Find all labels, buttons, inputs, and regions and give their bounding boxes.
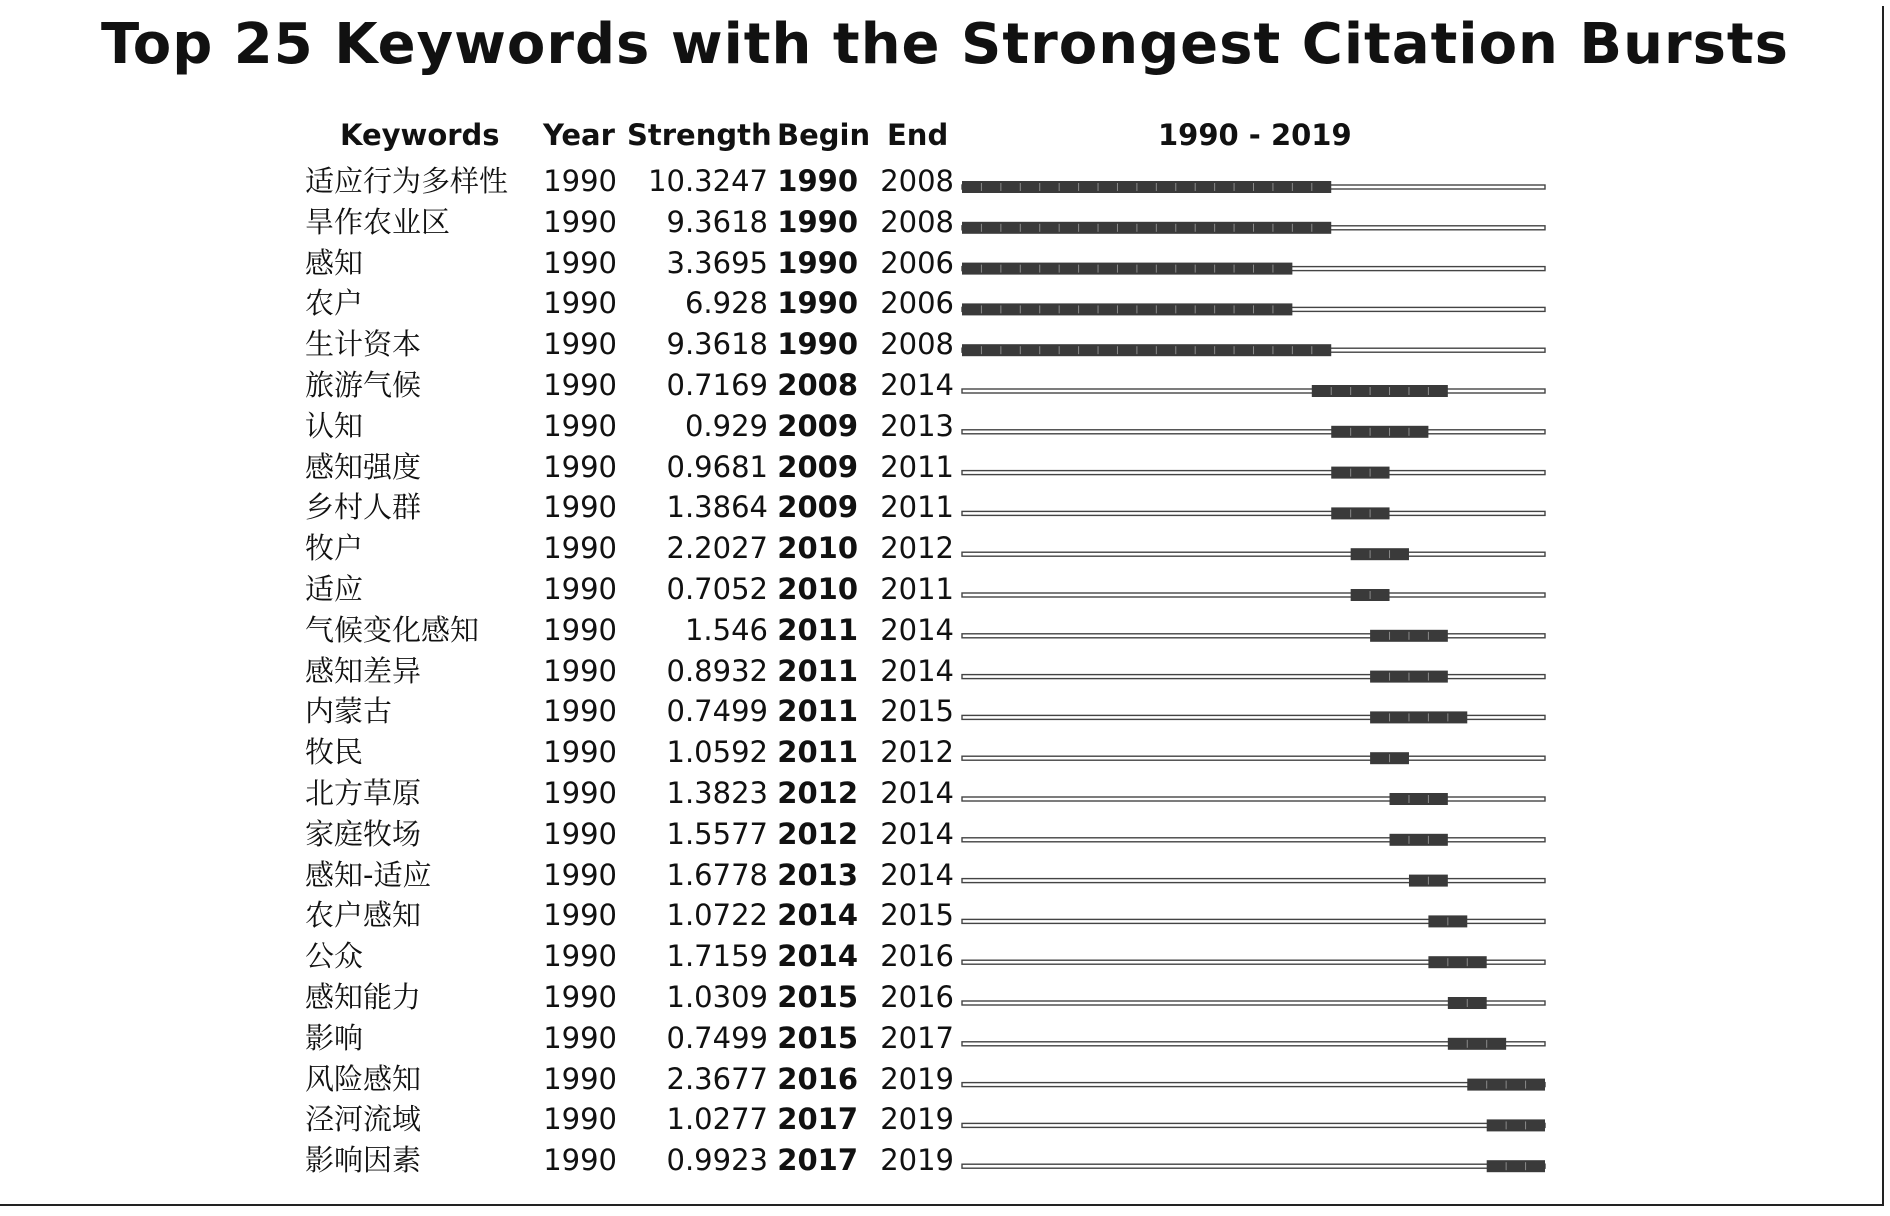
begin-cell: 2009 [777,490,858,525]
end-cell: 2013 [880,408,954,443]
strength-cell: 0.7499 [666,1020,768,1055]
begin-cell: 2008 [777,368,858,402]
burst-bar [962,344,1331,356]
end-cell: 2015 [880,898,954,933]
keyword-cell: 感知差异 [305,653,422,688]
begin-cell: 2009 [777,449,858,484]
keyword-cell: 感知能力 [305,980,422,1014]
burst-bar [1331,507,1389,519]
chart-title: Top 25 Keywords with the Strongest Citation Bursts [100,12,1790,77]
year-cell: 1990 [543,653,617,688]
begin-cell: 2011 [777,735,858,770]
begin-cell: 2012 [777,776,858,810]
begin-cell: 2015 [777,1020,858,1055]
timeline-line [962,756,1545,760]
burst-bar [1390,834,1448,846]
strength-cell: 1.5577 [666,816,768,851]
end-cell: 2012 [880,735,954,770]
end-cell: 2011 [880,449,954,484]
timeline-line [962,593,1545,597]
begin-cell: 2012 [777,816,858,851]
begin-cell: 1990 [777,164,858,198]
end-cell: 2016 [880,939,954,974]
timeline-line [962,838,1545,842]
keyword-cell: 适应 [305,572,364,606]
keyword-cell: 旱作农业区 [305,204,451,239]
year-cell: 1990 [543,490,617,525]
strength-cell: 0.7499 [666,694,768,729]
timeline-line [962,1083,1545,1087]
end-cell: 2008 [880,164,954,198]
begin-cell: 2017 [777,1102,858,1137]
keyword-cell: 适应行为多样性 [305,164,509,198]
keyword-cell: 风险感知 [305,1061,422,1096]
end-cell: 2016 [880,980,954,1014]
keyword-cell: 家庭牧场 [305,816,422,851]
year-cell: 1990 [543,898,617,933]
end-cell: 2015 [880,694,954,729]
burst-bar [962,181,1331,193]
keyword-cell: 牧民 [305,735,364,770]
begin-cell: 2014 [777,939,858,974]
strength-cell: 0.7169 [666,368,768,402]
keyword-cell: 泾河流域 [305,1102,422,1137]
begin-cell: 1990 [777,327,858,362]
timeline-line [962,511,1545,515]
strength-cell: 10.3247 [648,164,768,198]
end-cell: 2019 [880,1143,954,1178]
keyword-cell: 农户感知 [305,898,422,933]
year-cell: 1990 [543,204,617,239]
keyword-cell: 气候变化感知 [305,612,480,647]
begin-cell: 2009 [777,408,858,443]
year-cell: 1990 [543,1143,617,1178]
header-strength: Strength [627,118,772,152]
header-begin: Begin [777,118,871,152]
strength-cell: 1.6778 [666,857,768,892]
end-cell: 2014 [880,857,954,892]
end-cell: 2014 [880,653,954,688]
strength-cell: 2.3677 [666,1061,768,1096]
header-end: End [887,118,949,152]
keyword-cell: 旅游气候 [305,368,422,402]
burst-bar [1351,548,1409,560]
end-cell: 2011 [880,490,954,525]
header-year: Year [543,118,615,152]
keyword-cell: 北方草原 [305,776,422,810]
year-cell: 1990 [543,735,617,770]
strength-cell: 1.0277 [666,1102,768,1137]
keyword-cell: 感知强度 [305,449,422,484]
year-cell: 1990 [543,164,617,198]
strength-cell: 0.7052 [666,572,768,606]
burst-bar [1390,793,1448,805]
year-cell: 1990 [543,816,617,851]
end-cell: 2014 [880,816,954,851]
keyword-cell: 乡村人群 [305,490,422,525]
end-cell: 2011 [880,572,954,606]
begin-cell: 1990 [777,286,858,321]
end-cell: 2014 [880,776,954,810]
burst-bar [1487,1160,1545,1172]
strength-cell: 0.929 [684,408,768,443]
strength-cell: 0.9923 [666,1143,768,1178]
year-cell: 1990 [543,857,617,892]
end-cell: 2019 [880,1102,954,1137]
end-cell: 2012 [880,531,954,566]
header-keywords: Keywords [340,118,500,152]
begin-cell: 2016 [777,1061,858,1096]
begin-cell: 2011 [777,694,858,729]
timeline-line [962,797,1545,801]
year-cell: 1990 [543,531,617,566]
burst-bar [1448,1038,1506,1050]
keyword-cell: 农户 [305,286,364,321]
burst-bar [962,303,1292,315]
end-cell: 2014 [880,612,954,647]
keyword-cell: 生计资本 [305,327,422,362]
timeline-line [962,634,1545,638]
keyword-cell: 影响因素 [305,1143,422,1178]
keyword-cell: 内蒙古 [305,694,393,729]
keyword-cell: 公众 [305,939,364,974]
timeline-line [962,389,1545,393]
strength-cell: 0.9681 [666,449,768,484]
timeline-line [962,552,1545,556]
timeline-line [962,879,1545,883]
strength-cell: 1.0592 [666,735,768,770]
begin-cell: 2013 [777,857,858,892]
timeline-line [962,430,1545,434]
burst-bar [962,263,1292,275]
year-cell: 1990 [543,1102,617,1137]
year-cell: 1990 [543,245,617,280]
keyword-cell: 影响 [305,1020,364,1055]
timeline-line [962,675,1545,679]
begin-cell: 2017 [777,1143,858,1178]
year-cell: 1990 [543,449,617,484]
begin-cell: 2011 [777,612,858,647]
strength-cell: 1.0309 [666,980,768,1014]
end-cell: 2006 [880,286,954,321]
strength-cell: 1.546 [684,612,768,647]
burst-bar [1331,467,1389,479]
year-cell: 1990 [543,1061,617,1096]
strength-cell: 1.7159 [666,939,768,974]
year-cell: 1990 [543,286,617,321]
begin-cell: 2014 [777,898,858,933]
strength-cell: 3.3695 [666,245,768,280]
strength-cell: 9.3618 [666,204,768,239]
keyword-cell: 感知 [305,245,364,280]
timeline-line [962,1123,1545,1127]
burst-bar [1370,711,1467,723]
end-cell: 2019 [880,1061,954,1096]
year-cell: 1990 [543,612,617,647]
burst-bar [1312,385,1448,397]
timeline-line [962,1164,1545,1168]
strength-cell: 1.3864 [666,490,768,525]
begin-cell: 2011 [777,653,858,688]
strength-cell: 1.0722 [666,898,768,933]
end-cell: 2008 [880,204,954,239]
year-cell: 1990 [543,327,617,362]
year-cell: 1990 [543,572,617,606]
begin-cell: 2015 [777,980,858,1014]
end-cell: 2017 [880,1020,954,1055]
strength-cell: 2.2027 [666,531,768,566]
keyword-cell: 牧户 [305,531,364,566]
strength-cell: 0.8932 [666,653,768,688]
begin-cell: 1990 [777,245,858,280]
begin-cell: 2010 [777,572,858,606]
year-cell: 1990 [543,939,617,974]
burst-bar [1487,1119,1545,1131]
year-cell: 1990 [543,776,617,810]
keyword-cell: 认知 [305,408,364,443]
year-cell: 1990 [543,980,617,1014]
strength-cell: 6.928 [684,286,768,321]
keyword-cell: 感知-适应 [305,857,432,892]
burst-bar [1331,426,1428,438]
end-cell: 2006 [880,245,954,280]
year-cell: 1990 [543,408,617,443]
year-cell: 1990 [543,694,617,729]
begin-cell: 2010 [777,531,858,566]
timeline-line [962,471,1545,475]
burst-bar [1428,956,1486,968]
end-cell: 2008 [880,327,954,362]
year-cell: 1990 [543,1020,617,1055]
burst-bar [962,222,1331,234]
strength-cell: 1.3823 [666,776,768,810]
header-timeline: 1990 - 2019 [1158,118,1352,152]
strength-cell: 9.3618 [666,327,768,362]
begin-cell: 1990 [777,204,858,239]
end-cell: 2014 [880,368,954,402]
year-cell: 1990 [543,368,617,402]
